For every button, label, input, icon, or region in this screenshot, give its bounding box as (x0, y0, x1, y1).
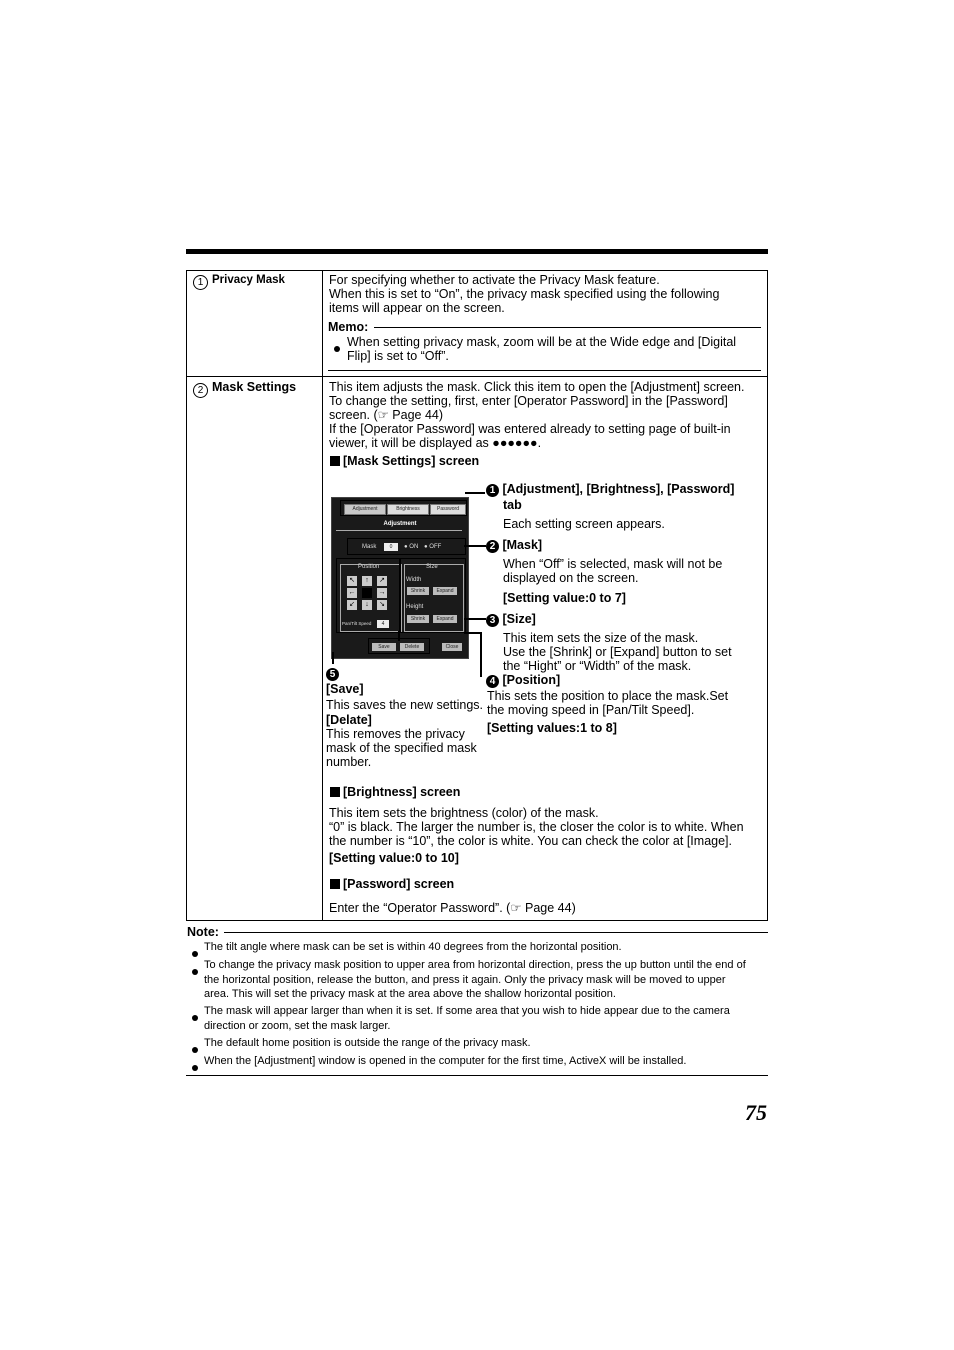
arrow-up-right-icon: ↗ (377, 576, 387, 586)
brightness-setting: [Setting value:0 to 10] (329, 851, 459, 865)
memo-end-rule (328, 370, 761, 371)
height-label: Height (406, 604, 424, 610)
note-rule (224, 932, 768, 933)
callout-1-text: Each setting screen appears. (503, 517, 665, 531)
mask-settings-desc: This item adjusts the mask. Click this item to open the [Adjustment] screen. To change the setting, first, enter [Operator Password] in the [Password] screen. (☞ Page 44) If the [Operator Password] was entered already to setting page of built-in viewer, it will be displayed as ●●●●●●. (329, 380, 745, 450)
callout-2-title: 2 [Mask] (486, 538, 542, 553)
note-bullet-4 (192, 1040, 198, 1058)
number-badge: 3 (486, 614, 499, 627)
arrow-up-left-icon: ↖ (347, 576, 357, 586)
tab-password: Password (430, 504, 466, 515)
bullet-icon (192, 1047, 198, 1053)
callout-3-title: 3 [Size] (486, 612, 536, 627)
callout-2-setting: [Setting value:0 to 7] (503, 591, 626, 605)
callout-3-text: This item sets the size of the mask. Use the [Shrink] or [Expand] button to set the “Hight” or “Width” of the mask. (503, 631, 732, 673)
bullet-icon (192, 951, 198, 957)
memo-rule (374, 327, 761, 328)
memo-bullet (334, 339, 340, 357)
height-expand-button: Expand (433, 615, 457, 623)
close-button: Close (442, 643, 462, 651)
note-item-2: To change the privacy mask position to upper area from horizontal direction, press the up button until the end of the horizontal position, release the button, and press it again. Only the privacy mask will be moved to upper area. This will set the privacy mask at the area above the shallow horizontal position. (204, 959, 746, 1000)
note-bullet-2 (192, 962, 198, 980)
arrow-left-icon: ← (348, 589, 356, 596)
title-rule (336, 530, 462, 531)
arrow-down-right-icon: ↘ (377, 600, 387, 610)
brightness-desc: This item sets the brightness (color) of the mask. “0” is black. The larger the number is, the closer the color is to white. When the number is “10”, the color is white. You can check the color at [Image]. (329, 806, 744, 848)
number-circle: 1 (193, 275, 208, 290)
arrow-down-left-icon: ↙ (347, 600, 357, 610)
privacy-mask-desc: For specifying whether to activate the Privacy Mask feature. When this is set to “On”, the privacy mask specified using the following items will appear on the screen. (329, 273, 720, 315)
brightness-screen-heading: [Brightness] screen (330, 785, 460, 799)
callout-1-title-line2: tab (503, 498, 522, 512)
note-label: Note: (187, 925, 219, 939)
square-bullet-icon (330, 456, 340, 466)
number-badge: 5 (326, 668, 339, 681)
size-label: Size (426, 564, 438, 570)
leader-line-4a (398, 631, 400, 641)
arrow-down-icon: ↓ (362, 600, 372, 610)
pan-tilt-label: Pan/Tilt Speed (342, 621, 372, 626)
height-shrink-button: Shrink (407, 615, 429, 623)
page-number: 75 (745, 1100, 767, 1125)
mask-select: 0 (384, 543, 398, 551)
arrow-up-icon: ↑ (362, 576, 372, 586)
top-rule (186, 249, 768, 254)
memo-text: When setting privacy mask, zoom will be at the Wide edge and [Digital Flip] is set to “Off”. (347, 335, 737, 363)
bullet-icon (192, 1065, 198, 1071)
callout-1-title: 1 [Adjustment], [Brightness], [Password] (486, 482, 734, 497)
number-badge: 4 (486, 675, 499, 688)
callout-box-size (400, 558, 466, 633)
row-label-mask-settings: 2 Mask Settings (193, 380, 296, 398)
leader-line-3 (464, 618, 486, 620)
callout-5-badge (326, 664, 339, 682)
width-label: Width (406, 577, 422, 583)
width-shrink-button: Shrink (407, 587, 429, 595)
square-bullet-icon (330, 879, 340, 889)
leader-line-5 (332, 652, 334, 664)
callout-box-position (336, 558, 400, 633)
memo-label: Memo: (328, 320, 369, 334)
bullet-icon (192, 1015, 198, 1021)
callout-4-setting: [Setting values:1 to 8] (487, 721, 617, 735)
width-expand-button: Expand (433, 587, 457, 595)
square-bullet-icon (330, 787, 340, 797)
leader-line-2 (464, 545, 486, 547)
mask-on: ● ON (404, 544, 419, 550)
leader-line-1 (465, 492, 485, 494)
callout-5-text: [Save] This saves the new settings. [Delate] This removes the privacy mask of the specified mask number. (326, 682, 484, 769)
callout-box-mask (347, 538, 466, 555)
tab-adjustment: Adjustment (344, 504, 386, 515)
number-badge: 1 (486, 484, 499, 497)
position-label: Position (358, 564, 380, 570)
number-circle: 2 (193, 383, 208, 398)
bullet-icon (192, 969, 198, 975)
password-desc: Enter the “Operator Password”. (☞ Page 44) (329, 901, 576, 915)
leader-line-4c (464, 632, 481, 634)
tab-brightness: Brightness (387, 504, 429, 515)
password-screen-heading: [Password] screen (330, 877, 454, 891)
footer-rule (186, 1075, 768, 1076)
note-bullet-1 (192, 944, 198, 962)
table-row-divider (186, 376, 768, 377)
mask-label: Mask (362, 544, 377, 550)
mask-settings-screen-heading: [Mask Settings] screen (330, 454, 479, 468)
note-item-5: When the [Adjustment] window is opened in the computer for the first time, ActiveX will be installed. (204, 1055, 687, 1067)
callout-box-tabs (340, 500, 467, 516)
note-item-4: The default home position is outside the range of the privacy mask. (204, 1037, 531, 1049)
row-label-privacy-mask: 1 Privacy Mask (193, 273, 285, 290)
save-button: Save (372, 643, 396, 651)
number-badge: 2 (486, 540, 499, 553)
leader-line-4b (480, 632, 482, 677)
arrow-right-icon: → (378, 589, 386, 596)
callout-4-text: This sets the position to place the mask.Set the moving speed in [Pan/Tilt Speed]. (487, 689, 729, 717)
bullet-icon (334, 346, 340, 352)
screen-title: Adjustment (383, 521, 417, 527)
pan-tilt-select: 4 (377, 620, 389, 628)
note-bullet-3 (192, 1008, 198, 1026)
mask-off: ● OFF (424, 544, 442, 550)
note-bullet-5 (192, 1058, 198, 1076)
delete-button: Delete (400, 643, 424, 651)
note-item-3: The mask will appear larger than when it is set. If some area that you wish to hide appear due to the camera direction or zoom, set the mask larger. (204, 1005, 730, 1032)
callout-2-text: When “Off” is selected, mask will not be displayed on the screen. (503, 557, 723, 585)
table-column-divider (322, 270, 323, 920)
note-item-1: The tilt angle where mask can be set is within 40 degrees from the horizontal position. (204, 941, 622, 953)
callout-4-title: 4 [Position] (486, 673, 560, 688)
